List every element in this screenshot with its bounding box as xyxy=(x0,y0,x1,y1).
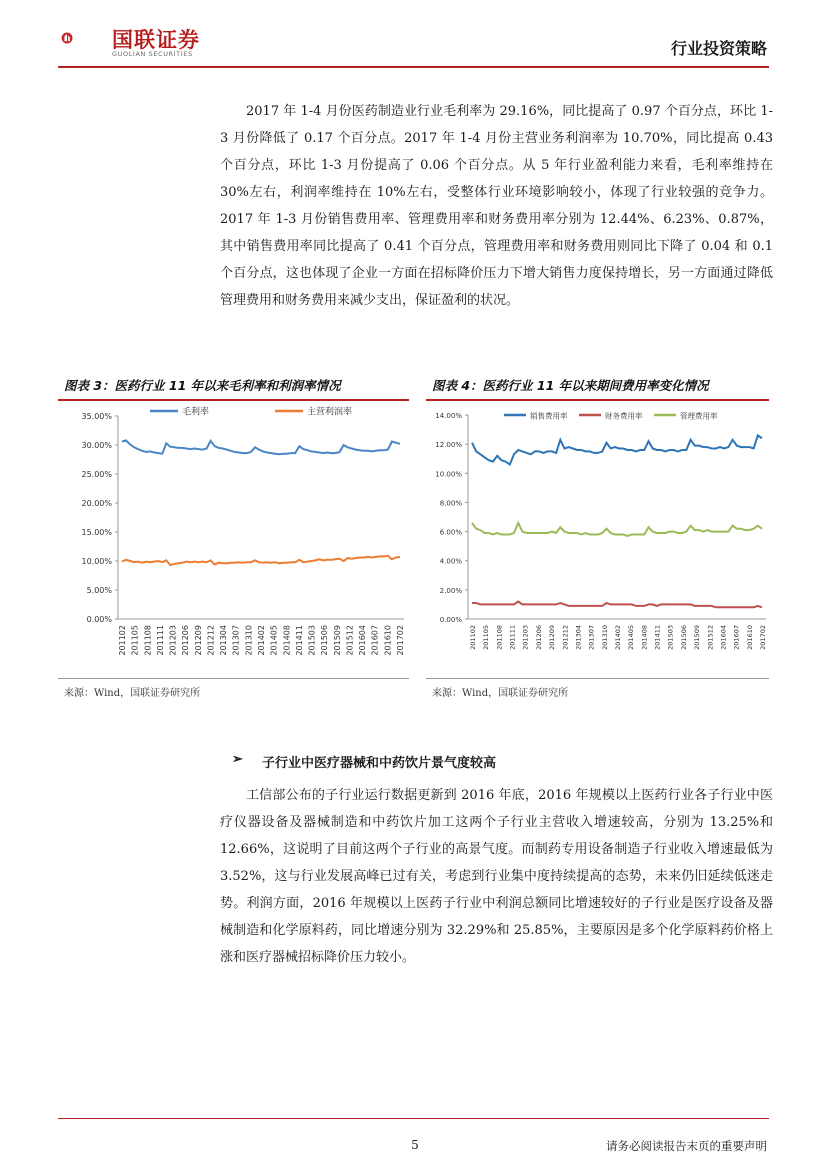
figure3-source: 来源：Wind，国联证券研究所 xyxy=(64,688,201,699)
x-tick-label: 201604 xyxy=(719,625,728,650)
section-heading: 子行业中医疗器械和中药饮片景气度较高 xyxy=(262,756,497,771)
x-tick-label: 201206 xyxy=(181,625,191,656)
x-tick-label: 201307 xyxy=(587,625,596,650)
series-line-3 xyxy=(472,523,762,536)
footer-divider xyxy=(58,1118,769,1119)
page-number: 5 xyxy=(411,1138,419,1152)
x-tick-label: 201102 xyxy=(469,625,477,650)
y-tick-label: 15.00% xyxy=(81,528,112,537)
x-tick-label: 201408 xyxy=(640,625,649,650)
series-line-2 xyxy=(122,556,400,565)
x-tick-label: 201604 xyxy=(358,625,368,656)
x-tick-label: 201310 xyxy=(244,625,254,656)
legend-label-2: 主营利润率 xyxy=(307,407,353,418)
legend-label-3: 管理费用率 xyxy=(680,411,718,421)
x-tick-label: 201209 xyxy=(193,625,203,656)
y-tick-label: 4.00% xyxy=(439,557,462,566)
section-bullet-icon: ➢ xyxy=(232,752,243,767)
x-tick-label: 201509 xyxy=(693,625,702,650)
x-tick-label: 201105 xyxy=(130,625,140,656)
x-tick-label: 201102 xyxy=(118,625,127,656)
x-tick-label: 201411 xyxy=(653,625,662,650)
x-tick-label: 201702 xyxy=(759,625,767,650)
y-tick-label: 5.00% xyxy=(86,586,112,595)
brand-name-english: GUOLIAN SECURITIES xyxy=(112,50,193,58)
x-tick-label: 201408 xyxy=(282,625,292,656)
report-type-title: 行业投资策略 xyxy=(670,39,767,58)
series-line-2 xyxy=(472,602,762,608)
legend-label-1: 毛利率 xyxy=(182,407,210,418)
x-tick-label: 201512 xyxy=(345,625,355,656)
y-tick-label: 20.00% xyxy=(81,499,112,508)
footer-disclaimer: 请务必阅读报告末页的重要声明 xyxy=(606,1139,767,1153)
figure4-bottom-rule xyxy=(426,678,769,679)
x-tick-label: 201402 xyxy=(614,625,622,650)
x-tick-label: 201111 xyxy=(508,625,517,650)
figure4-chart xyxy=(426,402,769,677)
x-tick-label: 201105 xyxy=(482,625,491,650)
x-tick-label: 201509 xyxy=(332,625,342,656)
x-tick-label: 201209 xyxy=(548,625,557,650)
x-tick-label: 201108 xyxy=(495,625,504,650)
figure3-top-rule xyxy=(58,399,409,401)
body-paragraph-2: 工信部公布的子行业运行数据更新到 2016 年底，2016 年规模以上医药行业各子行业中医疗仪器设备及器械制造和中药饮片加工这两个子行业主营收入增速较高，分别为 13.25%和 12.66%，这说明了目前这两个子行业的高景气度。而制药专用设备制造子行业收入增速最低为 3.52%，这与行业发展高峰已过有关，考虑到行业集中度持续提高的态势，未来仍旧延续低迷走势。利润方面，2016 年规模以上医药子行业中利润总额同比增速较好的子行业是医疗设备及器械制造和化学原料药，同比增速分别为 32.29%和 25.85%，主要原因是多个化学原料药价格上涨和医疗器械招标降价压力较小。 xyxy=(220,788,773,965)
figure3-bottom-rule xyxy=(58,678,409,679)
x-tick-label: 201307 xyxy=(231,625,241,656)
x-tick-label: 201506 xyxy=(679,625,688,650)
x-tick-label: 201108 xyxy=(143,625,153,656)
x-tick-label: 201503 xyxy=(666,625,675,650)
series-line-1 xyxy=(472,435,762,464)
y-tick-label: 0.00% xyxy=(86,615,112,624)
x-tick-label: 201503 xyxy=(307,625,317,656)
y-tick-label: 6.00% xyxy=(439,528,462,537)
brand-name: 国联证券 xyxy=(112,28,200,52)
body-paragraph-1: 2017 年 1-4 月份医药制造业行业毛利率为 29.16%，同比提高了 0.97 个百分点，环比 1-3 月份降低了 0.17 个百分点。2017 年 1-4 月份主营业务利润率为 10.70%，同比提高 0.43 个百分点，环比 1-3 月份提高了 0.06 个百分点。从 5 年行业盈利能力来看，毛利率维持在 30%左右，利润率维持在 10%左右，受整体行业环境影响较小，体现了行业较强的竞争力。2017 年 1-3 月份销售费用率、管理费用率和财务费用率分别为 12.44%、6.23%、0.87%，其中销售费用率同比提高了 0.41 个百分点，管理费用率和财务费用则同比下降了 0.04 和 0.1 个百分点，这也体现了企业一方面在招标降价压力下增大销售力度保持增长，另一方面通过降低管理费用和财务费用来减少支出，保证盈利的状况。 xyxy=(220,104,773,308)
y-tick-label: 12.00% xyxy=(435,441,462,450)
figure3-chart xyxy=(58,402,409,677)
legend-label-1: 销售费用率 xyxy=(530,411,568,421)
x-tick-label: 201506 xyxy=(320,625,330,656)
x-tick-label: 201402 xyxy=(257,625,266,656)
x-tick-label: 201203 xyxy=(168,625,178,656)
x-tick-label: 201405 xyxy=(627,625,636,650)
x-tick-label: 201610 xyxy=(383,625,393,656)
y-tick-label: 10.00% xyxy=(81,557,112,566)
x-tick-label: 201310 xyxy=(600,625,609,650)
x-tick-label: 201411 xyxy=(294,625,304,656)
y-tick-label: 8.00% xyxy=(439,499,462,508)
x-tick-label: 201610 xyxy=(745,625,754,650)
y-tick-label: 2.00% xyxy=(439,586,462,595)
y-tick-label: 35.00% xyxy=(81,412,112,421)
x-tick-label: 201206 xyxy=(534,625,543,650)
x-tick-label: 201111 xyxy=(155,625,165,656)
figure4-source: 来源：Wind，国联证券研究所 xyxy=(432,688,569,699)
figure4-title: 图表 4：医药行业 11 年以来期间费用率变化情况 xyxy=(432,378,709,393)
x-tick-label: 201304 xyxy=(219,625,229,656)
x-tick-label: 201212 xyxy=(206,625,216,656)
y-tick-label: 10.00% xyxy=(435,470,462,479)
series-line-1 xyxy=(122,440,400,454)
x-tick-label: 201607 xyxy=(370,625,380,656)
figure3-title: 图表 3：医药行业 11 年以来毛利率和利润率情况 xyxy=(64,378,341,393)
legend-label-2: 财务费用率 xyxy=(605,411,643,421)
x-tick-label: 201512 xyxy=(706,625,715,650)
y-tick-label: 30.00% xyxy=(81,441,112,450)
figure4-top-rule xyxy=(426,399,769,401)
header-divider xyxy=(58,66,769,68)
x-tick-label: 201203 xyxy=(521,625,530,650)
x-tick-label: 201304 xyxy=(574,625,583,650)
y-tick-label: 14.00% xyxy=(435,412,462,420)
x-tick-label: 201702 xyxy=(396,625,405,656)
guolian-logo-icon xyxy=(60,18,108,58)
y-tick-label: 0.00% xyxy=(439,616,462,624)
y-tick-label: 25.00% xyxy=(81,470,112,479)
x-tick-label: 201607 xyxy=(732,625,741,650)
x-tick-label: 201405 xyxy=(269,625,279,656)
x-tick-label: 201212 xyxy=(561,625,570,650)
